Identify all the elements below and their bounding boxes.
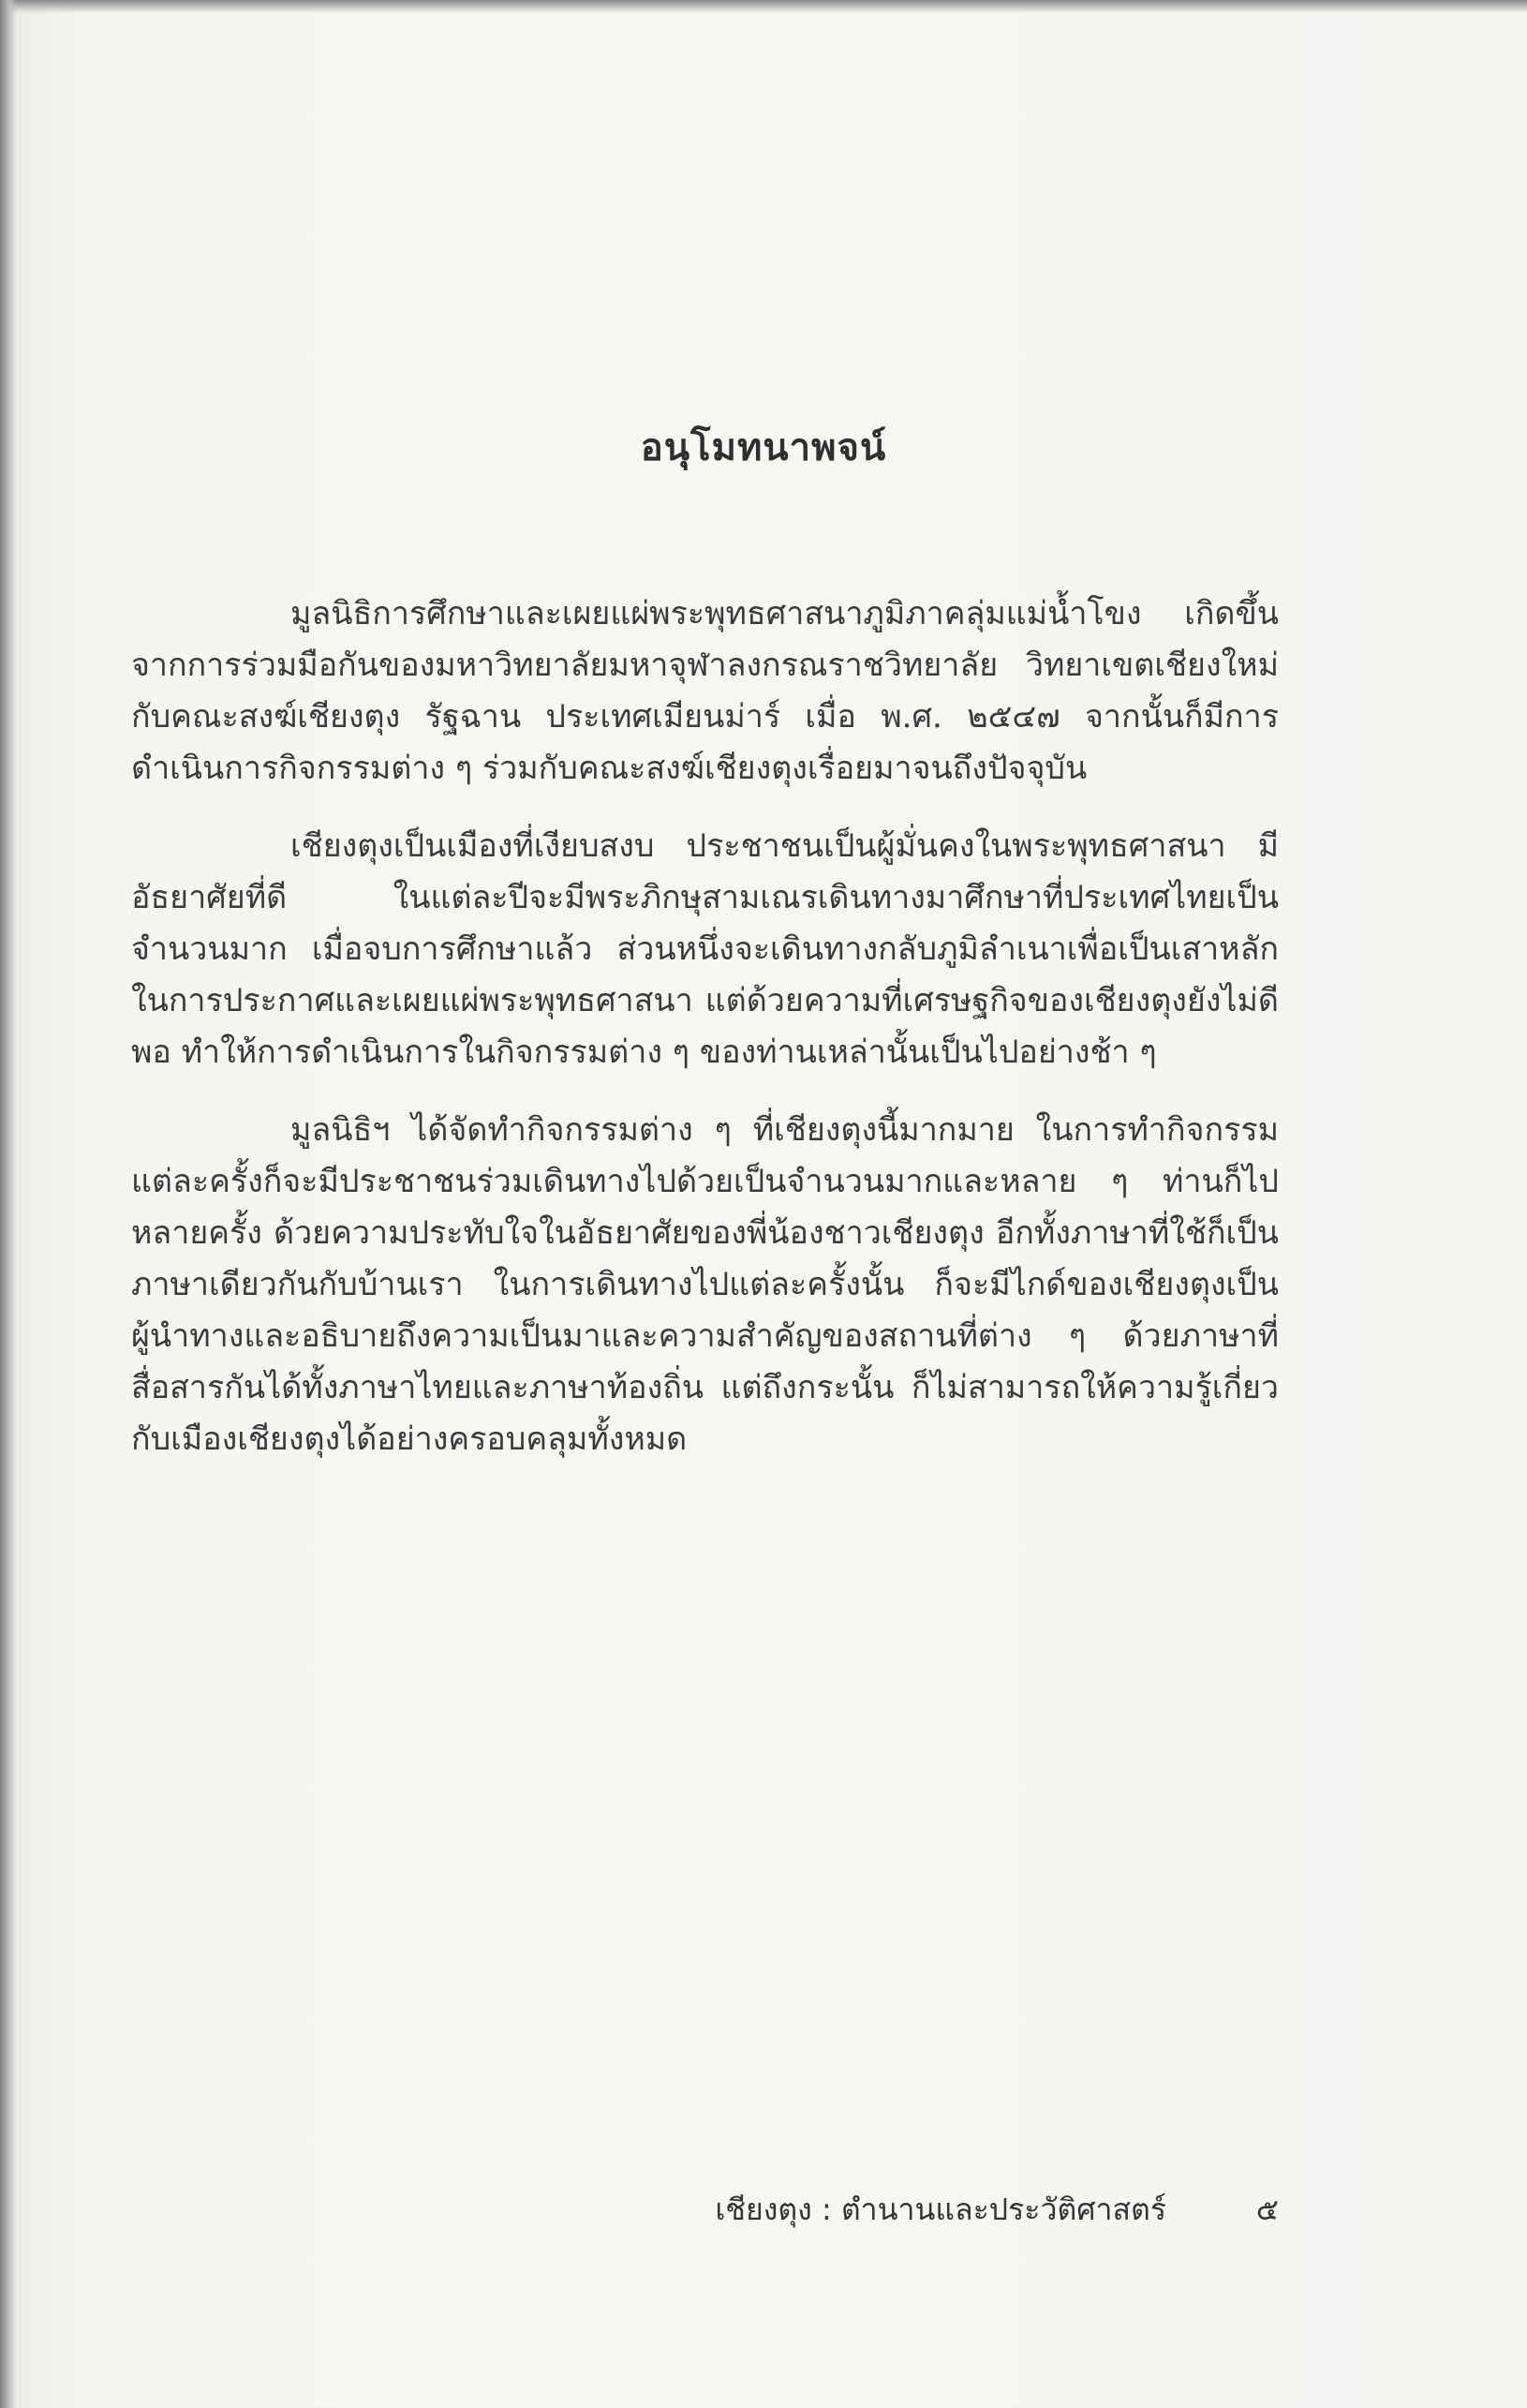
page-top-shadow: [0, 0, 1527, 13]
body-text: [131, 588, 1279, 1465]
paragraph-1: มูลนิธิการศึกษาและเผยแผ่พระพุทธศาสนาภูมิภาคลุ่มแม่น้ำโขง เกิดขึ้นจากการร่วมมือกันของมหาวิทยาลัยมหาจุฬาลงกรณราชวิทยาลัย วิทยาเขตเชียงใหม่ กับคณะสงฆ์เชียงตุง รัฐฉาน ประเทศเมียนม่าร์ เมื่อ พ.ศ. ๒๕๔๗ จากนั้นก็มีการดำเนินการกิจกรรมต่าง ๆ ร่วมกับคณะสงฆ์เชียงตุงเรื่อยมาจนถึงปัจจุบัน: [131, 595, 1279, 787]
page-number: ๕: [1255, 2192, 1279, 2227]
page-title: อนุโมทนาพจน์: [640, 425, 887, 469]
page-footer: [131, 2186, 1279, 2242]
running-footer-title: เชียงตุง : ตำนานและประวัติศาสตร์: [715, 2192, 1166, 2227]
paragraph-3: มูลนิธิฯ ได้จัดทำกิจกรรมต่าง ๆ ที่เชียงตุงนี้มากมาย ในการทำกิจกรรมแต่ละครั้งก็จะมีประชาชนร่วมเดินทางไปด้วยเป็นจำนวนมากและหลาย ๆ ท่านก็ไปหลายครั้ง ด้วยความประทับใจในอัธยาศัยของพี่น้องชาวเชียงตุง อีกทั้งภาษาที่ใช้ก็เป็นภาษาเดียวกันกับบ้านเรา ในการเดินทางไปแต่ละครั้งนั้น ก็จะมีไกด์ของเชียงตุงเป็นผู้นำทางและอธิบายถึงความเป็นมาและความสำคัญของสถานที่ต่าง ๆ ด้วยภาษาที่สื่อสารกันได้ทั้งภาษาไทยและภาษาท้องถิ่น แต่ถึงกระนั้น ก็ไม่สามารถให้ความรู้เกี่ยวกับเมืองเชียงตุงได้อย่างครอบคลุมทั้งหมด: [131, 1111, 1279, 1458]
paragraph-2: เชียงตุงเป็นเมืองที่เงียบสงบ ประชาชนเป็นผู้มั่นคงในพระพุทธศาสนา มีอัธยาศัยที่ดี ในแต่ละปีจะมีพระภิกษุสามเณรเดินทางมาศึกษาที่ประเทศไทยเป็นจำนวนมาก เมื่อจบการศึกษาแล้ว ส่วนหนึ่งจะเดินทางกลับภูมิลำเนาเพื่อเป็นเสาหลักในการประกาศและเผยแผ่พระพุทธศาสนา แต่ด้วยความที่เศรษฐกิจของเชียงตุงยังไม่ดีพอ ทำให้การดำเนินการในกิจกรรมต่าง ๆ ของท่านเหล่านั้นเป็นไปอย่างช้า ๆ: [131, 827, 1279, 1071]
page-binding-shadow: [0, 0, 17, 2408]
